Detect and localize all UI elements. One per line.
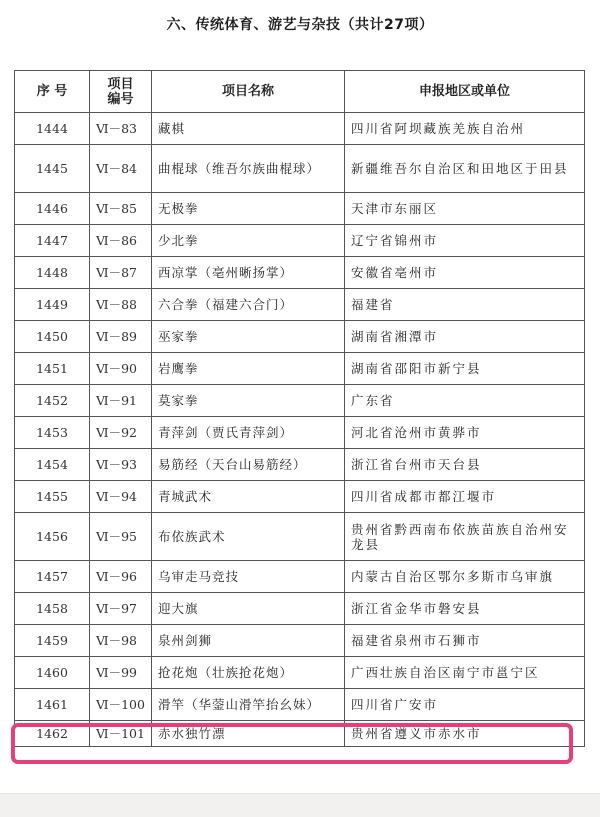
cell-code: Ⅵ－92 <box>90 417 152 449</box>
cell-region: 贵州省黔西南布依族苗族自治州安龙县 <box>345 513 585 561</box>
cell-region: 河北省沧州市黄骅市 <box>345 417 585 449</box>
cell-region: 浙江省金华市磐安县 <box>345 593 585 625</box>
cell-code: Ⅵ－96 <box>90 561 152 593</box>
cell-name: 曲棍球（维吾尔族曲棍球） <box>152 145 345 193</box>
cell-code: Ⅵ－94 <box>90 481 152 513</box>
cell-code: Ⅵ－91 <box>90 385 152 417</box>
cell-region: 新疆维吾尔自治区和田地区于田县 <box>345 145 585 193</box>
cell-seq: 1448 <box>15 257 90 289</box>
cell-code: Ⅵ－101 <box>90 721 152 747</box>
cell-name: 无极拳 <box>152 193 345 225</box>
cell-name: 藏棋 <box>152 113 345 145</box>
cell-seq: 1444 <box>15 113 90 145</box>
cell-seq: 1449 <box>15 289 90 321</box>
cell-seq: 1446 <box>15 193 90 225</box>
cell-seq: 1454 <box>15 449 90 481</box>
table-row <box>15 257 585 289</box>
cell-name: 泉州剑狮 <box>152 625 345 657</box>
table-row <box>15 561 585 593</box>
table-row <box>15 321 585 353</box>
bottom-bar <box>0 793 600 817</box>
table-row <box>15 689 585 721</box>
cell-code: Ⅵ－85 <box>90 193 152 225</box>
cell-seq: 1456 <box>15 513 90 561</box>
cell-seq: 1458 <box>15 593 90 625</box>
cell-name: 青萍剑（贾氏青萍剑） <box>152 417 345 449</box>
cell-name: 易筋经（天台山易筋经） <box>152 449 345 481</box>
table-row <box>15 513 585 561</box>
cell-region: 四川省广安市 <box>345 689 585 721</box>
highlight-box <box>11 723 573 764</box>
header-region: 申报地区或单位 <box>345 71 585 113</box>
cell-name: 少北拳 <box>152 225 345 257</box>
cell-code: Ⅵ－84 <box>90 145 152 193</box>
cell-name: 乌审走马竞技 <box>152 561 345 593</box>
cell-region: 浙江省台州市天台县 <box>345 449 585 481</box>
cell-code: Ⅵ－95 <box>90 513 152 561</box>
header-name: 项目名称 <box>152 71 345 113</box>
cell-name: 青城武术 <box>152 481 345 513</box>
table-row <box>15 449 585 481</box>
header-code: 项目 编号 <box>90 71 152 113</box>
table-row <box>15 385 585 417</box>
cell-name: 抢花炮（壮族抢花炮） <box>152 657 345 689</box>
cell-name: 西凉掌（亳州晰扬掌） <box>152 257 345 289</box>
cell-region: 内蒙古自治区鄂尔多斯市乌审旗 <box>345 561 585 593</box>
cell-seq: 1460 <box>15 657 90 689</box>
header-seq: 序 号 <box>15 71 90 113</box>
table-row <box>15 625 585 657</box>
table-row <box>15 593 585 625</box>
table-row <box>15 657 585 689</box>
cell-name: 莫家拳 <box>152 385 345 417</box>
cell-name: 布依族武术 <box>152 513 345 561</box>
cell-region: 福建省 <box>345 289 585 321</box>
cell-seq: 1453 <box>15 417 90 449</box>
cell-name: 六合拳（福建六合门） <box>152 289 345 321</box>
cell-code: Ⅵ－90 <box>90 353 152 385</box>
table-row <box>15 289 585 321</box>
cell-seq: 1462 <box>15 721 90 747</box>
cell-seq: 1450 <box>15 321 90 353</box>
table-row <box>15 145 585 193</box>
cell-code: Ⅵ－88 <box>90 289 152 321</box>
cell-code: Ⅵ－99 <box>90 657 152 689</box>
cell-seq: 1451 <box>15 353 90 385</box>
cell-name: 迎大旗 <box>152 593 345 625</box>
cell-name: 岩鹰拳 <box>152 353 345 385</box>
cell-seq: 1461 <box>15 689 90 721</box>
cell-seq: 1452 <box>15 385 90 417</box>
table-row <box>15 193 585 225</box>
table-row <box>15 113 585 145</box>
table-row <box>15 417 585 449</box>
cell-code: Ⅵ－89 <box>90 321 152 353</box>
cell-seq: 1447 <box>15 225 90 257</box>
cell-code: Ⅵ－100 <box>90 689 152 721</box>
cell-region: 安徽省亳州市 <box>345 257 585 289</box>
page-title: 六、传统体育、游艺与杂技（共计27项） <box>166 17 434 33</box>
cell-seq: 1459 <box>15 625 90 657</box>
cell-region: 辽宁省锦州市 <box>345 225 585 257</box>
cell-seq: 1455 <box>15 481 90 513</box>
cell-seq: 1445 <box>15 145 90 193</box>
cell-region: 福建省泉州市石狮市 <box>345 625 585 657</box>
cell-seq: 1457 <box>15 561 90 593</box>
cell-name: 巫家拳 <box>152 321 345 353</box>
cell-region: 四川省成都市都江堰市 <box>345 481 585 513</box>
heritage-register-table <box>14 70 585 747</box>
cell-code: Ⅵ－98 <box>90 625 152 657</box>
cell-region: 广东省 <box>345 385 585 417</box>
cell-region: 四川省阿坝藏族羌族自治州 <box>345 113 585 145</box>
table-row <box>15 481 585 513</box>
cell-code: Ⅵ－83 <box>90 113 152 145</box>
cell-region: 广西壮族自治区南宁市邕宁区 <box>345 657 585 689</box>
cell-code: Ⅵ－93 <box>90 449 152 481</box>
cell-name: 赤水独竹漂 <box>152 721 345 747</box>
cell-name: 滑竿（华蓥山滑竿抬幺妹） <box>152 689 345 721</box>
table-row <box>15 225 585 257</box>
cell-code: Ⅵ－87 <box>90 257 152 289</box>
cell-region: 贵州省遵义市赤水市 <box>345 721 585 747</box>
cell-code: Ⅵ－97 <box>90 593 152 625</box>
cell-code: Ⅵ－86 <box>90 225 152 257</box>
table-row <box>15 353 585 385</box>
table-header-row <box>15 71 585 113</box>
cell-region: 天津市东丽区 <box>345 193 585 225</box>
cell-region: 湖南省邵阳市新宁县 <box>345 353 585 385</box>
cell-region: 湖南省湘潭市 <box>345 321 585 353</box>
